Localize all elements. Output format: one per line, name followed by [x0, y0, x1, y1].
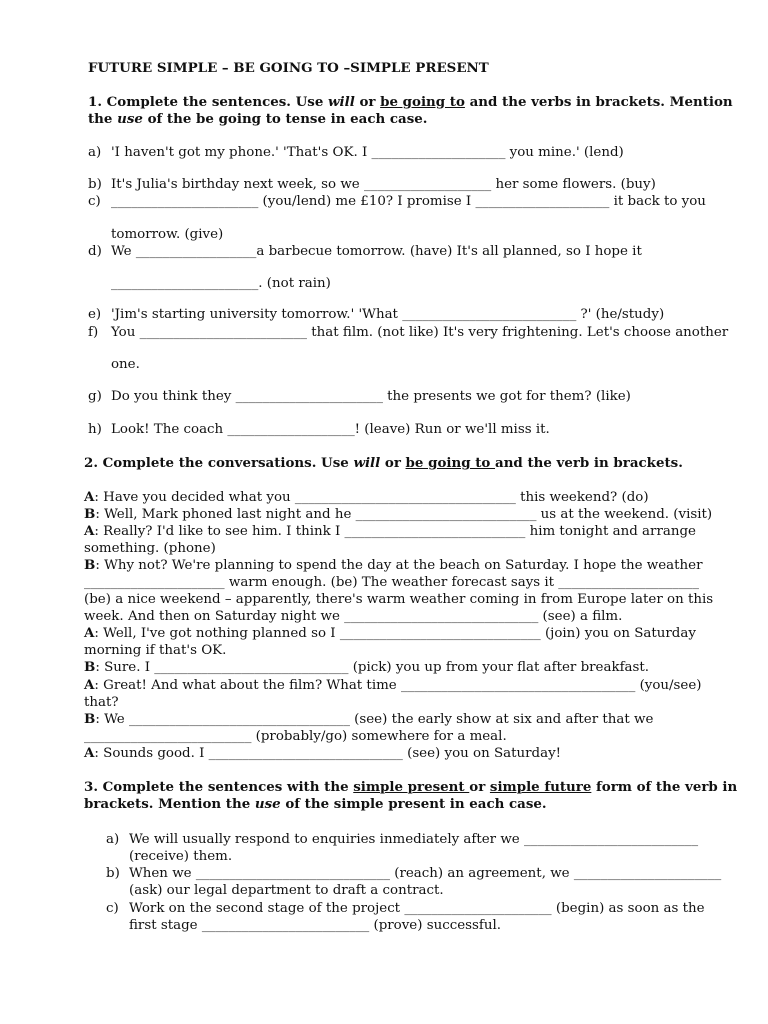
- line-text: : Well, Mark phoned last night and he ___________________________ us at the weekend. (visit): [95, 507, 713, 522]
- page-title: FUTURE SIMPLE – BE GOING TO –SIMPLE PRESENT: [88, 60, 489, 76]
- section3-use: use: [254, 796, 281, 812]
- line-text: : Have you decided what you _________________________________ this weekend? (do): [94, 490, 649, 505]
- speaker: A: [84, 677, 95, 693]
- item-label: a): [88, 145, 102, 160]
- section2-heading: [84, 455, 683, 472]
- line-text: morning if that's OK.: [84, 643, 227, 658]
- speaker: A: [84, 523, 95, 539]
- section2-heading-suffix: and the verb in brackets.: [495, 455, 683, 471]
- item-label: c): [88, 194, 101, 209]
- conversation-line: [84, 659, 649, 676]
- conversation-line: [84, 591, 713, 608]
- speaker: B: [84, 557, 96, 573]
- line-text: : Why not? We're planning to spend the day at the beach on Saturday. I hope the weather: [95, 558, 703, 573]
- speaker: A: [84, 625, 95, 641]
- item-text: (receive) them.: [129, 849, 233, 864]
- conversation-line: [84, 523, 696, 540]
- section1-heading2-suffix: of the be going to tense in each case.: [142, 111, 428, 127]
- conversation-line: [84, 642, 226, 659]
- item-label: g): [88, 389, 102, 404]
- conversation-line: [84, 506, 712, 523]
- section1-heading-prefix: 1. Complete the sentences. Use: [88, 94, 329, 110]
- section2-be-going-to: be going to: [405, 455, 496, 471]
- line-text: week. And then on Saturday night we _____________________________ (see) a film.: [84, 609, 623, 624]
- speaker: A: [84, 489, 95, 505]
- conversation-line: [84, 745, 561, 762]
- section1-will: will: [328, 94, 355, 110]
- line-text: (be) a nice weekend – apparently, there's warm weather coming in from Europe later on this: [84, 592, 714, 607]
- item-text: ______________________ (you/lend) me £10? I promise I ____________________ it back to you: [111, 194, 706, 209]
- line-text: : Sounds good. I _____________________________ (see) you on Saturday!: [94, 746, 562, 761]
- item-text: Do you think they ______________________ the presents we got for them? (like): [111, 389, 631, 404]
- section3-simple-future: simple future: [489, 779, 592, 795]
- section3-heading-suffix: form of the verb in: [591, 779, 738, 795]
- section1-use: use: [117, 111, 143, 127]
- item-label: b): [88, 177, 102, 192]
- section3-heading2-suffix: of the simple present in each case.: [280, 796, 547, 812]
- line-text: _________________________ (probably/go) somewhere for a meal.: [84, 729, 507, 744]
- conversation-line: [84, 625, 696, 642]
- item-text: 'Jim's starting university tomorrow.' 'What __________________________ ?' (he/study): [111, 307, 665, 322]
- conversation-line: [84, 574, 699, 591]
- line-text: : We _________________________________ (see) the early show at six and after that we: [95, 712, 654, 727]
- item-text: When we _____________________________ (reach) an agreement, we ______________________: [129, 866, 722, 881]
- item-label: d): [88, 244, 102, 259]
- conversation-line: [84, 711, 653, 728]
- item-text: Look! The coach ___________________! (leave) Run or we'll miss it.: [111, 422, 550, 437]
- item-label: e): [88, 307, 102, 322]
- item-text: tomorrow. (give): [111, 227, 224, 242]
- item-text: ______________________. (not rain): [111, 276, 331, 291]
- speaker: B: [84, 506, 96, 522]
- item-text: You _________________________ that film. (not like) It's very frightening. Let's choose another: [111, 325, 729, 340]
- section3-heading2-prefix: brackets. Mention the: [84, 796, 255, 812]
- conversation-line: [84, 608, 622, 625]
- line-text: : Great! And what about the film? What time ___________________________________ (you/see): [94, 678, 702, 693]
- item-text: one.: [111, 357, 140, 372]
- section3-heading-prefix: 3. Complete the sentences with the: [84, 779, 354, 795]
- section3-heading-line2: [84, 796, 547, 813]
- item-label: a): [106, 832, 120, 847]
- conversation-line: [84, 728, 507, 745]
- speaker: A: [84, 745, 95, 761]
- line-text: : Really? I'd like to see him. I think I ___________________________ him tonight and arrange: [94, 524, 696, 539]
- item-text: first stage _________________________ (prove) successful.: [129, 918, 501, 933]
- item-label: h): [88, 422, 102, 437]
- section3-heading: [84, 779, 737, 796]
- conversation-line: [84, 489, 649, 506]
- section3-simple-present: simple present: [353, 779, 470, 795]
- section1-heading-line2: [88, 111, 427, 128]
- line-text: something. (phone): [84, 541, 216, 556]
- line-text: : Well, I've got nothing planned so I ______________________________ (join) you on Saturday: [94, 626, 696, 641]
- item-text: (ask) our legal department to draft a contract.: [129, 883, 444, 898]
- line-text: _____________________ warm enough. (be) The weather forecast says it _____________________: [84, 575, 699, 590]
- section2-will: will: [353, 455, 381, 471]
- conversation-line: [84, 557, 702, 574]
- section1-heading2-prefix: the: [88, 111, 118, 127]
- item-text: 'I haven't got my phone.' 'That's OK. I ____________________ you mine.' (lend): [111, 145, 624, 160]
- conversation-line: [84, 677, 702, 694]
- speaker: B: [84, 711, 96, 727]
- section1-heading-mid: and the verbs in brackets. Mention: [464, 94, 733, 110]
- item-label: c): [106, 901, 119, 916]
- item-label: f): [88, 325, 99, 340]
- item-text: We __________________a barbecue tomorrow. (have) It's all planned, so I hope it: [111, 244, 642, 259]
- section2-or: or: [380, 455, 406, 471]
- section1-heading: [88, 94, 733, 111]
- conversation-line: [84, 694, 119, 711]
- section1-be-going-to: be going to: [380, 94, 465, 110]
- item-text: Work on the second stage of the project ______________________ (begin) as soon as the: [129, 901, 705, 916]
- item-text: It's Julia's birthday next week, so we ___________________ her some flowers. (buy): [111, 177, 656, 192]
- speaker: B: [84, 659, 96, 675]
- line-text: that?: [84, 695, 119, 710]
- section1-or: or: [354, 94, 381, 110]
- section3-or: or: [469, 779, 490, 795]
- line-text: : Sure. I _____________________________ (pick) you up from your flat after breakfast.: [95, 660, 650, 675]
- conversation-line: [84, 540, 216, 557]
- item-text: We will usually respond to enquiries inmediately after we __________________________: [129, 832, 699, 847]
- item-label: b): [106, 866, 120, 881]
- section2-heading-prefix: 2. Complete the conversations. Use: [84, 455, 354, 471]
